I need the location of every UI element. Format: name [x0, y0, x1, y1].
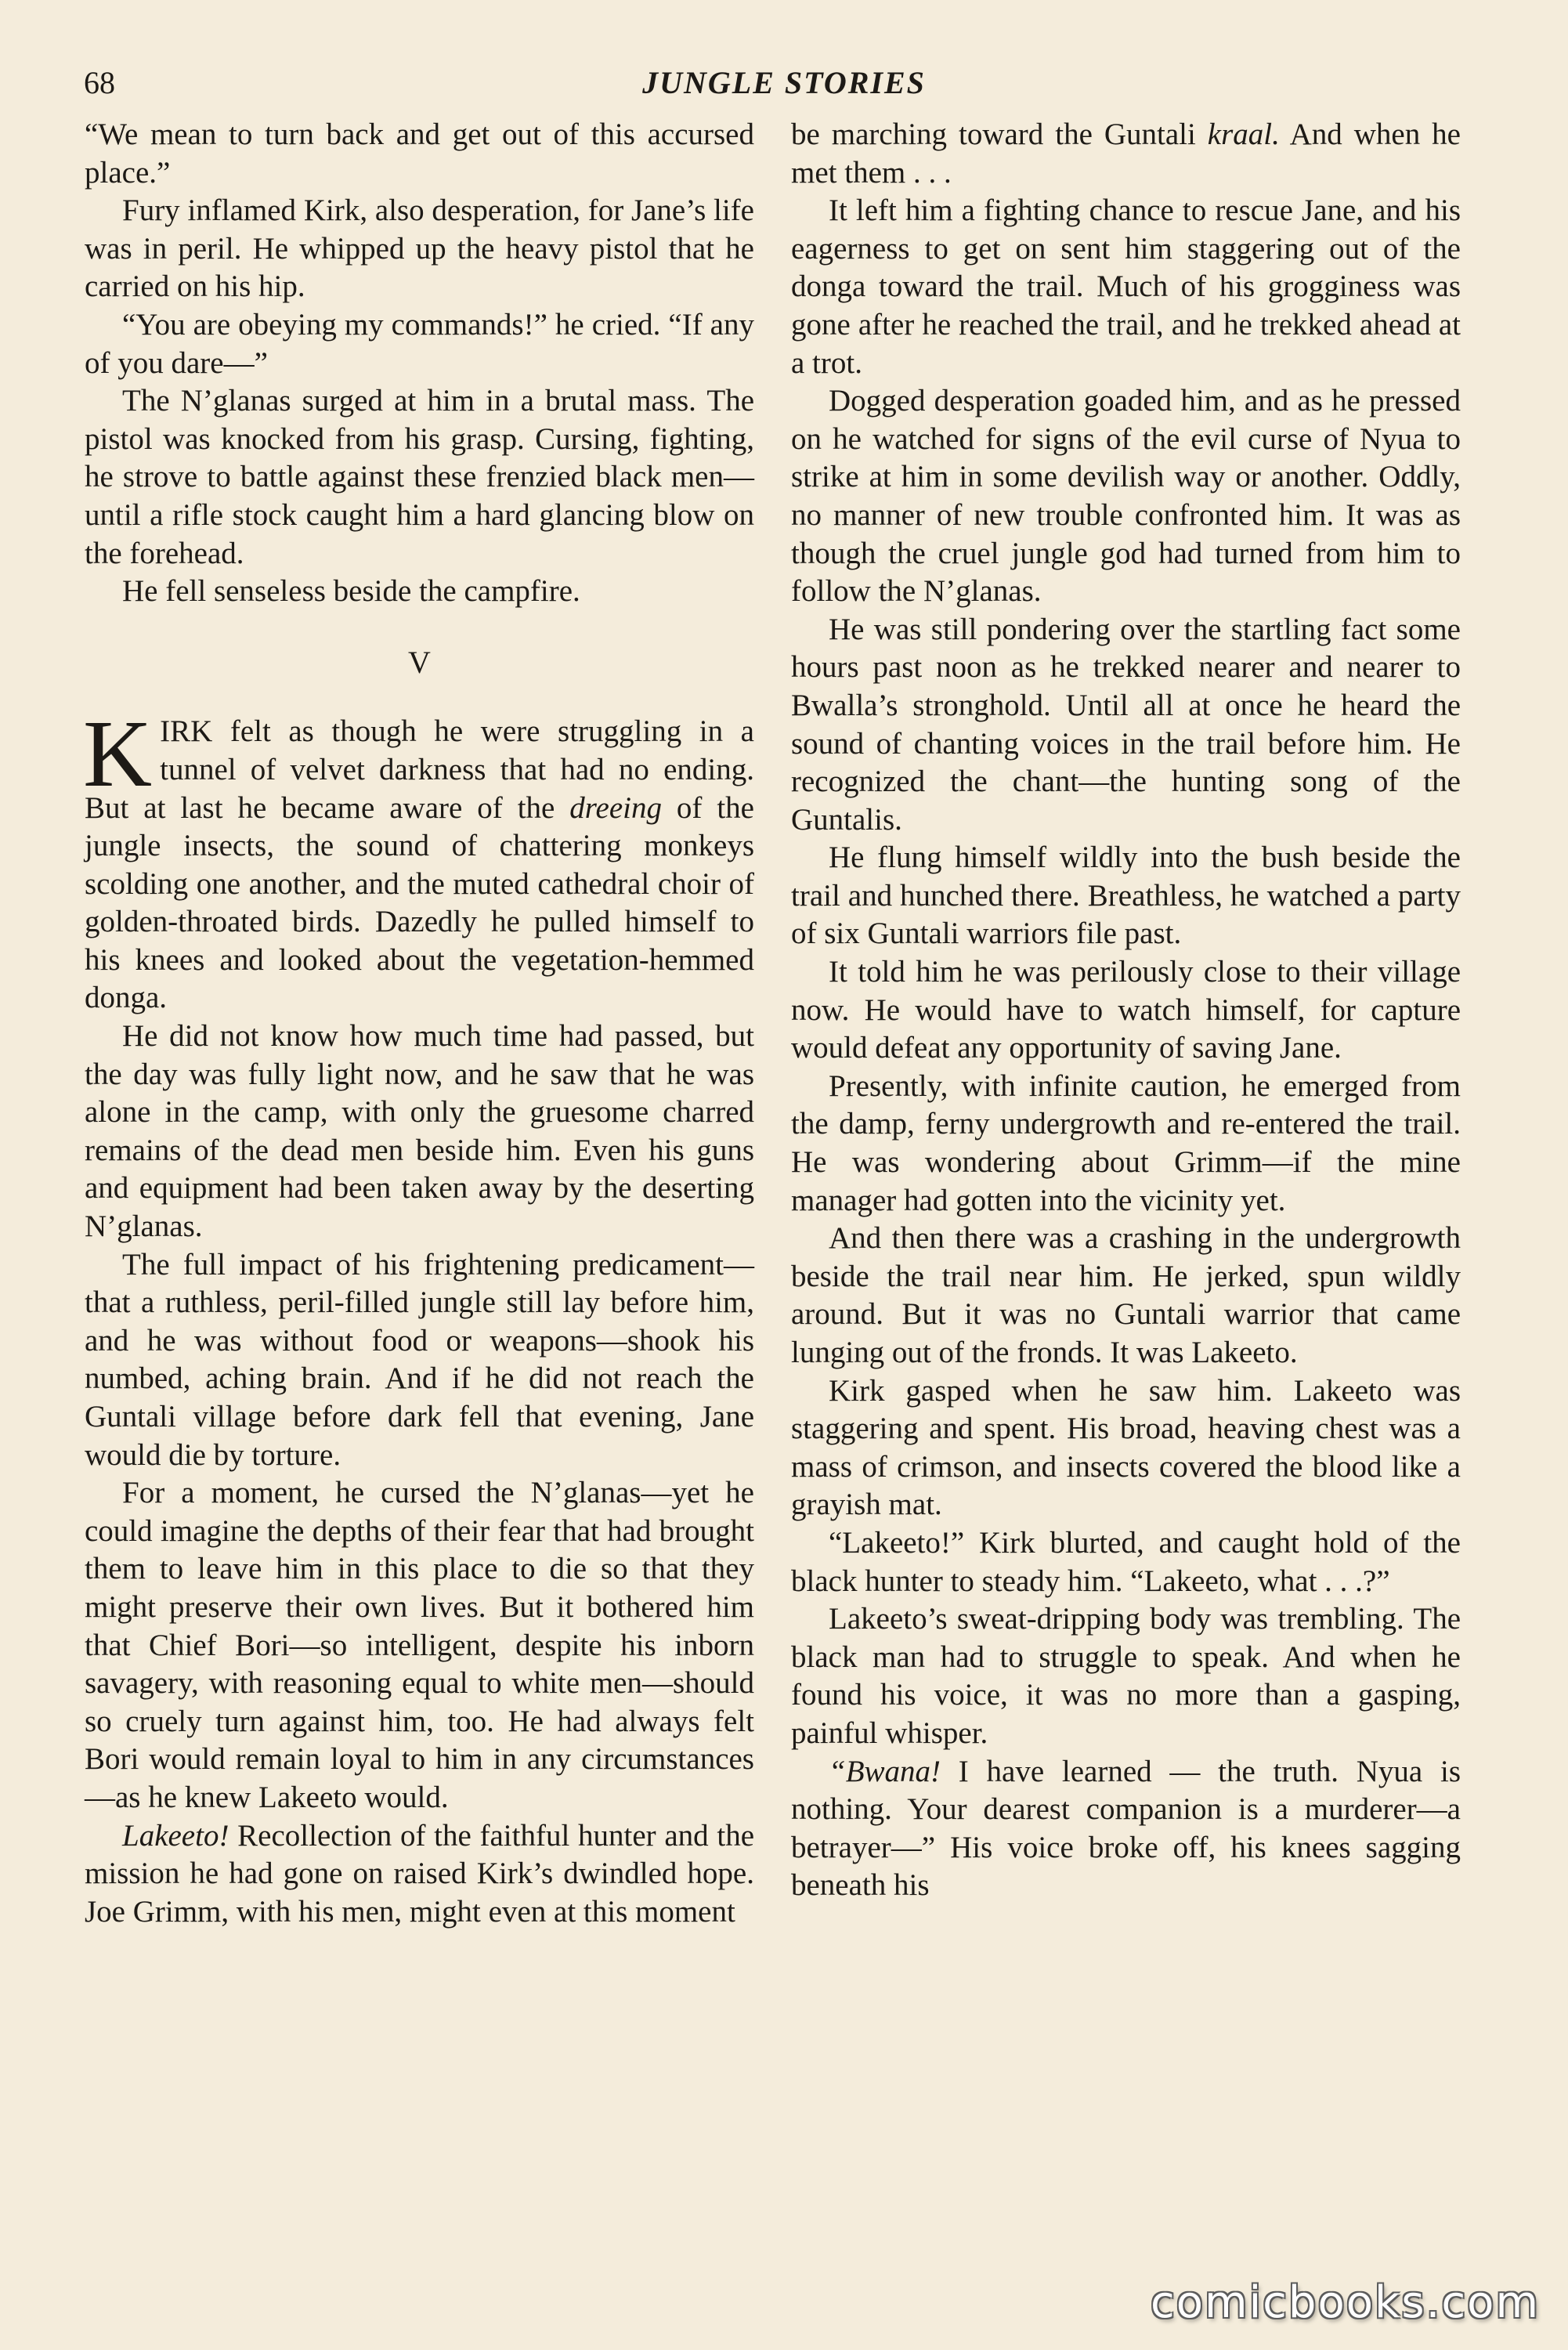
paragraph: It told him he was perilously close to their village now. He would have to watch himself, for capture would defeat any opportunity of saving Jane.: [791, 955, 1461, 1065]
paragraph: It left him a fighting chance to rescue Jane, and his eagerness to get on sent him staggering out of the donga toward the trail. Much of his grogginess was gone after he reached the trail, and he trekked ahead at a trot.: [791, 193, 1461, 380]
italic-text: dreeing: [569, 790, 662, 825]
text-run: And when he met them . . .: [791, 118, 1461, 190]
text-run: of the jungle insects, the sound of chattering monkeys scolding one another, and the muted cathedral choir of golden-throated birds. Dazedly he pulled himself to his knees and looked about the vegetation-hemmed donga.: [85, 790, 754, 1015]
running-head: JUNGLE STORIES: [642, 65, 926, 100]
italic-text: Lakeeto!: [122, 1818, 229, 1853]
right-column: [791, 116, 1461, 1905]
paragraph: He was still pondering over the startling fact some hours past noon as he trekked nearer and nearer to Bwalla’s stronghold. Until all at once he heard the sound of chanting voices in the trail before him. He recognized the chant—the hunting song of the Guntalis.: [791, 612, 1461, 837]
paragraph: “Lakeeto!” Kirk blurted, and caught hold of the black hunter to steady him. “Lakeeto, what . . .?”: [791, 1525, 1461, 1598]
paragraph: He fell senseless beside the campfire.: [122, 574, 580, 609]
paragraph: The full impact of his frightening predicament—that a ruthless, peril-filled jungle still lay before him, and he was without food or weapons—shook his numbed, aching brain. And if he did not reach the Guntali village before dark fell that evening, Jane would die by torture.: [85, 1247, 754, 1472]
paragraph: Lakeeto’s sweat-dripping body was trembling. The black man had to struggle to speak. And when he found his voice, it was no more than a gasping, painful whisper.: [791, 1602, 1461, 1750]
italic-text: kraal.: [1207, 118, 1280, 151]
text-run: IRK felt as though he were struggling in a tunnel of velvet darkness that had no ending. But at last he became aware of the: [85, 714, 754, 825]
drop-cap: K: [83, 701, 153, 808]
site-watermark: comicbooks.com: [1150, 2277, 1540, 2328]
paragraph: He did not know how much time had passed, but the day was fully light now, and he saw that he was alone in the camp, with only the gruesome charred remains of the dead men beside him. Even his guns and equipment had been taken away by the deserting N’glanas.: [85, 1019, 754, 1244]
paragraph: Presently, with infinite caution, he emerged from the damp, ferny undergrowth and re-entered the trail. He was wondering about Grimm—if the mine manager had gotten into the vicinity yet.: [791, 1068, 1461, 1217]
section-number: V: [408, 644, 431, 680]
paragraph: Fury inflamed Kirk, also desperation, for Jane’s life was in peril. He whipped up the heavy pistol that he carried on his hip.: [85, 193, 754, 304]
left-column: [85, 116, 754, 1931]
paragraph: The N’glanas surged at him in a brutal mass. The pistol was knocked from his grasp. Cursing, fighting, he strove to battle against these frenzied black men—until a rifle stock caught him a hard glancing blow on the forehead.: [85, 384, 754, 570]
text-run: I have learned — the truth. Nyua is nothing. Your dearest companion is a murderer—a betrayer—” His voice broke off, his knees sagging beneath his: [791, 1754, 1461, 1903]
paragraph: [791, 1753, 1461, 1905]
text-run: be marching toward the Guntali: [791, 118, 1208, 151]
paragraph: Kirk gasped when he saw him. Lakeeto was staggering and spent. His broad, heaving chest was a mass of crimson, and insects covered the blood like a grayish mat.: [791, 1373, 1461, 1522]
paragraph: For a moment, he cursed the N’glanas—yet he could imagine the depths of their fear that had brought them to leave him in this place to die so that they might preserve their own lives. But it bothered him that Chief Bori—so intelligent, despite his inborn savagery, with reasoning equal to white men—should so cruely turn against him, too. He had always felt Bori would remain loyal to him in any circumstances—as he knew Lakeeto would.: [85, 1476, 754, 1814]
paragraph: “You are obeying my commands!” he cried. “If any of you dare—”: [85, 307, 754, 380]
paragraph: He flung himself wildly into the bush beside the trail and hunched there. Breathless, he watched a party of six Guntali warriors file past.: [791, 841, 1461, 951]
italic-text: “Bwana!: [829, 1754, 941, 1788]
paragraph: [85, 1817, 754, 1932]
paragraph: And then there was a crashing in the undergrowth beside the trail near him. He jerked, spun wildly around. But it was no Guntali warrior that came lunging out of the fronds. It was Lakeeto.: [791, 1221, 1461, 1369]
paragraph: Dogged desperation goaded him, and as he pressed on he watched for signs of the evil curse of Nyua to strike at him in some devilish way or another. Oddly, no manner of new trouble confronted him. It was as though the cruel jungle god had turned from him to follow the N’glanas.: [791, 384, 1461, 609]
paragraph: [83, 701, 754, 1018]
page-number: 68: [84, 65, 115, 100]
text-run: Recollection of the faithful hunter and the mission he had gone on raised Kirk’s dwindled hope. Joe Grimm, with his men, might even at this moment: [85, 1818, 754, 1929]
paragraph: “We mean to turn back and get out of this accursed place.”: [85, 118, 754, 190]
paragraph: [791, 116, 1461, 192]
